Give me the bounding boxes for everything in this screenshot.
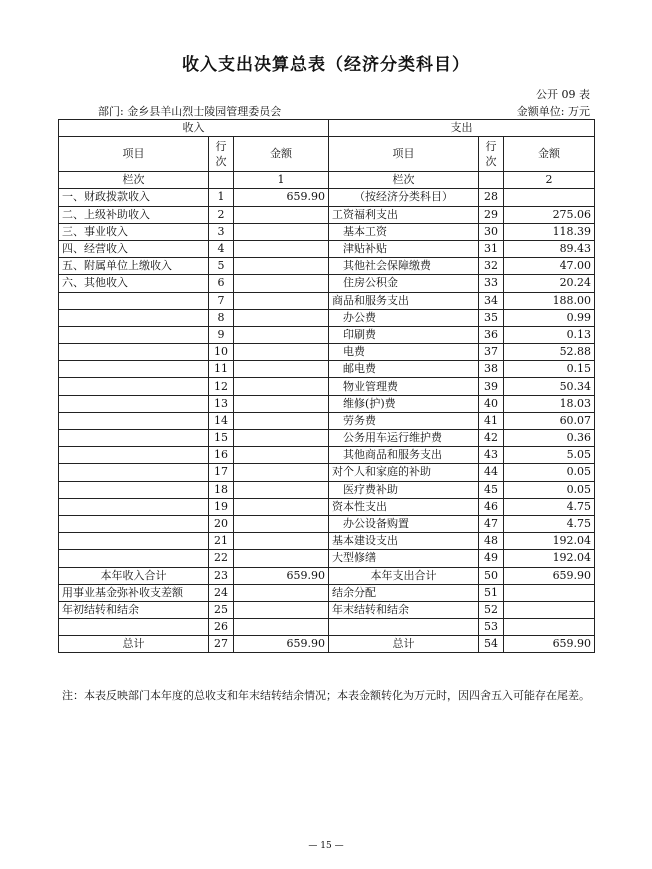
income-item-cell: [59, 326, 209, 343]
table-row: [59, 344, 595, 361]
expense-section-header: 支出: [329, 120, 595, 137]
expense-item-cell: 住房公积金: [329, 275, 479, 292]
income-item-cell: [59, 550, 209, 567]
expense-amount-cell: 659.90: [504, 567, 595, 584]
income-row-no-cell: 7: [209, 292, 234, 309]
income-row-no-cell: 19: [209, 498, 234, 515]
expense-amount-cell: 5.05: [504, 447, 595, 464]
expense-amount-cell: [504, 601, 595, 618]
income-item-cell: [59, 533, 209, 550]
table-row: [59, 636, 595, 653]
income-row-no-cell: 22: [209, 550, 234, 567]
income-row-no-cell: 23: [209, 567, 234, 584]
income-amount-cell: [234, 240, 329, 257]
income-row-no-cell: 8: [209, 309, 234, 326]
income-item-cell: 年初结转和结余: [59, 601, 209, 618]
expense-item-cell: 物业管理费: [329, 378, 479, 395]
expense-amount-cell: 0.13: [504, 326, 595, 343]
expense-item-cell: 邮电费: [329, 361, 479, 378]
income-item-cell: [59, 619, 209, 636]
table-row: [59, 619, 595, 636]
income-item-cell: [59, 378, 209, 395]
expense-item-cell: 办公设备购置: [329, 515, 479, 532]
expense-item-cell: 印刷费: [329, 326, 479, 343]
income-item-cell: [59, 515, 209, 532]
income-amount-cell: [234, 223, 329, 240]
expense-item-cell: 基本建设支出: [329, 533, 479, 550]
income-row-no-cell: 21: [209, 533, 234, 550]
expense-row-no-cell: 54: [479, 636, 504, 653]
income-row-no-cell: 10: [209, 344, 234, 361]
unit-label: 金额单位: 万元: [516, 105, 590, 118]
expense-amount-cell: 659.90: [504, 636, 595, 653]
column-header-row: [59, 137, 595, 172]
table-row: [59, 464, 595, 481]
expense-row-no-cell: 37: [479, 344, 504, 361]
income-item-cell: [59, 447, 209, 464]
income-amount-cell: [234, 447, 329, 464]
income-amount-cell: [234, 533, 329, 550]
income-row-no-cell: 14: [209, 412, 234, 429]
table-row: [59, 412, 595, 429]
table-row: [59, 550, 595, 567]
expense-item-cell: 本年支出合计: [329, 567, 479, 584]
expense-item-cell: [329, 619, 479, 636]
expense-item-cell: 医疗费补助: [329, 481, 479, 498]
table-row: [59, 275, 595, 292]
income-item-cell: 五、附属单位上缴收入: [59, 258, 209, 275]
expense-amount-cell: 0.05: [504, 481, 595, 498]
page-title: 收入支出决算总表（经济分类科目）: [182, 55, 470, 75]
expense-item-cell: 基本工资: [329, 223, 479, 240]
income-amount-cell: [234, 430, 329, 447]
income-item-cell: 三、事业收入: [59, 223, 209, 240]
expense-amount-cell: 60.07: [504, 412, 595, 429]
income-item-cell: [59, 498, 209, 515]
income-row-no-cell: 12: [209, 378, 234, 395]
expense-amount-cell: [504, 189, 595, 206]
income-item-cell: [59, 361, 209, 378]
form-code: 公开 09 表: [536, 88, 590, 101]
expense-row-no-cell: 49: [479, 550, 504, 567]
expense-row-no-cell: 41: [479, 412, 504, 429]
expense-amount-cell: 0.99: [504, 309, 595, 326]
expense-item-cell: 公务用车运行维护费: [329, 430, 479, 447]
income-row-no-cell: 15: [209, 430, 234, 447]
income-row-no-cell: 2: [209, 206, 234, 223]
table-row: [59, 223, 595, 240]
expense-item-cell: 其他商品和服务支出: [329, 447, 479, 464]
expense-amount-cell: 0.05: [504, 464, 595, 481]
expense-row-no-cell: 45: [479, 481, 504, 498]
table-row: [59, 206, 595, 223]
expense-row-no-cell: 34: [479, 292, 504, 309]
expense-row-no-cell: 51: [479, 584, 504, 601]
income-row-no-cell: 9: [209, 326, 234, 343]
expense-amount-cell: 89.43: [504, 240, 595, 257]
income-amount-cell: [234, 309, 329, 326]
income-amount-cell: [234, 275, 329, 292]
table-row: [59, 361, 595, 378]
table-row: [59, 309, 595, 326]
income-row-no-cell: 18: [209, 481, 234, 498]
expense-amount-cell: 0.15: [504, 361, 595, 378]
expense-item-cell: 津贴补贴: [329, 240, 479, 257]
income-item-cell: [59, 292, 209, 309]
expense-item-header: 项目: [329, 137, 479, 172]
income-amount-cell: [234, 344, 329, 361]
expense-row-no-cell: 39: [479, 378, 504, 395]
expense-column-no-label: 栏次: [329, 172, 479, 189]
income-item-cell: [59, 344, 209, 361]
table-note: 注：本表反映部门本年度的总收支和年末结转结余情况；本表金额转化为万元时，因四舍五入可能存在尾差。: [62, 689, 590, 702]
expense-amount-cell: 0.36: [504, 430, 595, 447]
income-amount-cell: [234, 619, 329, 636]
expense-amount-cell: 188.00: [504, 292, 595, 309]
expense-amount-cell: 20.24: [504, 275, 595, 292]
expense-amount-cell: 4.75: [504, 498, 595, 515]
table-row: [59, 395, 595, 412]
table-row: [59, 430, 595, 447]
empty-cell: [479, 172, 504, 189]
income-column-number: 1: [234, 172, 329, 189]
income-amount-cell: [234, 464, 329, 481]
expense-column-number: 2: [504, 172, 595, 189]
section-header-row: [59, 120, 595, 137]
table-row: [59, 481, 595, 498]
page-number: — 15 —: [308, 841, 344, 851]
table-row: [59, 240, 595, 257]
income-column-no-label: 栏次: [59, 172, 209, 189]
income-section-header: 收入: [59, 120, 329, 137]
income-row-no-cell: 20: [209, 515, 234, 532]
expense-row-no-cell: 30: [479, 223, 504, 240]
income-item-cell: 六、其他收入: [59, 275, 209, 292]
expense-row-no-cell: 29: [479, 206, 504, 223]
income-row-no-cell: 4: [209, 240, 234, 257]
income-row-no-cell: 11: [209, 361, 234, 378]
expense-row-no-cell: 52: [479, 601, 504, 618]
income-amount-cell: [234, 361, 329, 378]
expense-item-cell: 对个人和家庭的补助: [329, 464, 479, 481]
expense-amount-cell: 192.04: [504, 550, 595, 567]
table-row: [59, 601, 595, 618]
expense-amount-cell: 275.06: [504, 206, 595, 223]
expense-row-no-cell: 42: [479, 430, 504, 447]
income-amount-cell: [234, 601, 329, 618]
table-row: [59, 258, 595, 275]
expense-amount-cell: [504, 619, 595, 636]
income-amount-cell: 659.90: [234, 636, 329, 653]
income-amount-cell: [234, 412, 329, 429]
expense-amount-cell: 4.75: [504, 515, 595, 532]
income-amount-cell: [234, 481, 329, 498]
expense-row-no-cell: 35: [479, 309, 504, 326]
income-item-cell: 四、经营收入: [59, 240, 209, 257]
expense-amount-cell: [504, 584, 595, 601]
expense-item-cell: 其他社会保障缴费: [329, 258, 479, 275]
expense-row-no-cell: 50: [479, 567, 504, 584]
table-row: [59, 567, 595, 584]
income-row-no-cell: 26: [209, 619, 234, 636]
income-amount-cell: 659.90: [234, 189, 329, 206]
income-item-cell: [59, 481, 209, 498]
table-row: [59, 292, 595, 309]
income-item-cell: [59, 430, 209, 447]
expense-row-no-header: 行次: [479, 137, 504, 172]
table-row: [59, 189, 595, 206]
summary-table: [58, 119, 595, 653]
table-row: [59, 498, 595, 515]
table-row: [59, 326, 595, 343]
expense-row-no-cell: 32: [479, 258, 504, 275]
income-row-no-cell: 13: [209, 395, 234, 412]
income-amount-cell: [234, 258, 329, 275]
table-row: [59, 584, 595, 601]
table-body: [59, 120, 595, 653]
expense-amount-cell: 52.88: [504, 344, 595, 361]
income-row-no-cell: 17: [209, 464, 234, 481]
department-label: 部门: 金乡县羊山烈士陵园管理委员会: [98, 105, 282, 118]
income-amount-header: 金额: [234, 137, 329, 172]
expense-item-cell: 结余分配: [329, 584, 479, 601]
income-item-cell: 一、财政拨款收入: [59, 189, 209, 206]
table-row: [59, 378, 595, 395]
expense-row-no-cell: 38: [479, 361, 504, 378]
income-row-no-cell: 1: [209, 189, 234, 206]
income-amount-cell: [234, 498, 329, 515]
expense-item-cell: （按经济分类科目）: [329, 189, 479, 206]
expense-row-no-cell: 40: [479, 395, 504, 412]
expense-row-no-cell: 44: [479, 464, 504, 481]
expense-item-cell: 劳务费: [329, 412, 479, 429]
income-amount-cell: [234, 395, 329, 412]
expense-amount-cell: 47.00: [504, 258, 595, 275]
expense-amount-cell: 18.03: [504, 395, 595, 412]
expense-item-cell: 资本性支出: [329, 498, 479, 515]
income-item-cell: 总计: [59, 636, 209, 653]
income-item-cell: [59, 412, 209, 429]
income-row-no-cell: 3: [209, 223, 234, 240]
expense-item-cell: 办公费: [329, 309, 479, 326]
income-row-no-cell: 6: [209, 275, 234, 292]
expense-row-no-cell: 48: [479, 533, 504, 550]
expense-amount-cell: 50.34: [504, 378, 595, 395]
income-item-cell: [59, 309, 209, 326]
expense-item-cell: 电费: [329, 344, 479, 361]
expense-row-no-cell: 46: [479, 498, 504, 515]
income-amount-cell: [234, 515, 329, 532]
empty-cell: [209, 172, 234, 189]
income-row-no-cell: 24: [209, 584, 234, 601]
income-amount-cell: [234, 206, 329, 223]
income-row-no-cell: 5: [209, 258, 234, 275]
expense-amount-cell: 118.39: [504, 223, 595, 240]
income-amount-cell: [234, 326, 329, 343]
income-amount-cell: [234, 550, 329, 567]
income-amount-cell: [234, 292, 329, 309]
expense-item-cell: 大型修缮: [329, 550, 479, 567]
column-number-row: [59, 172, 595, 189]
income-item-cell: [59, 464, 209, 481]
income-item-cell: 本年收入合计: [59, 567, 209, 584]
income-row-no-cell: 25: [209, 601, 234, 618]
expense-row-no-cell: 31: [479, 240, 504, 257]
income-row-no-cell: 16: [209, 447, 234, 464]
income-item-cell: [59, 395, 209, 412]
table-row: [59, 447, 595, 464]
expense-item-cell: 工资福利支出: [329, 206, 479, 223]
expense-item-cell: 维修(护)费: [329, 395, 479, 412]
income-amount-cell: [234, 584, 329, 601]
income-amount-cell: [234, 378, 329, 395]
expense-row-no-cell: 47: [479, 515, 504, 532]
income-item-cell: 用事业基金弥补收支差额: [59, 584, 209, 601]
expense-row-no-cell: 36: [479, 326, 504, 343]
expense-item-cell: 总计: [329, 636, 479, 653]
income-row-no-header: 行次: [209, 137, 234, 172]
income-row-no-cell: 27: [209, 636, 234, 653]
expense-amount-cell: 192.04: [504, 533, 595, 550]
expense-row-no-cell: 33: [479, 275, 504, 292]
table-row: [59, 533, 595, 550]
income-amount-cell: 659.90: [234, 567, 329, 584]
expense-item-cell: 年末结转和结余: [329, 601, 479, 618]
expense-item-cell: 商品和服务支出: [329, 292, 479, 309]
expense-row-no-cell: 28: [479, 189, 504, 206]
income-item-cell: 二、上级补助收入: [59, 206, 209, 223]
expense-amount-header: 金额: [504, 137, 595, 172]
expense-row-no-cell: 53: [479, 619, 504, 636]
income-item-header: 项目: [59, 137, 209, 172]
table-row: [59, 515, 595, 532]
expense-row-no-cell: 43: [479, 447, 504, 464]
